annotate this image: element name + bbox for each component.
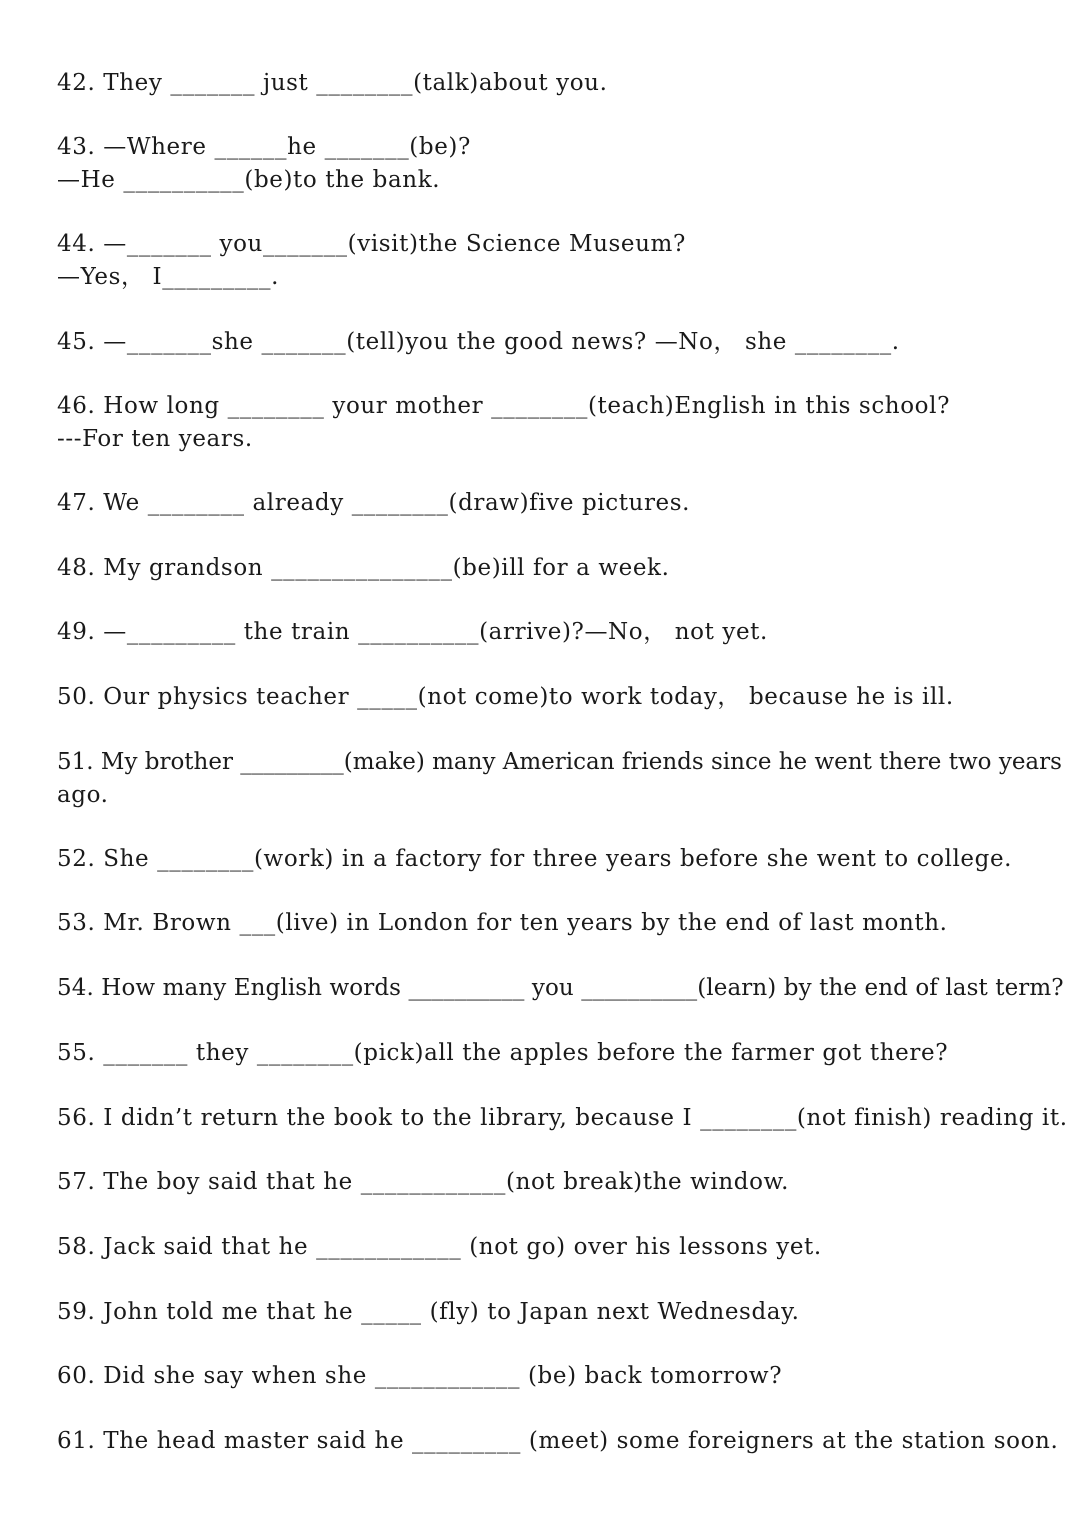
question-53: 53. Mr. Brown ___(live) in London for ten years by the end of last month.	[57, 910, 948, 936]
question-52: 52. She ________(work) in a factory for three years before she went to college.	[57, 846, 1013, 872]
question-45: 45. —_______she _______(tell)you the good news? —No， she ________.	[57, 329, 900, 355]
question-46-answer: ---For ten years.	[57, 426, 253, 452]
question-59: 59. John told me that he _____ (fly) to Japan next Wednesday.	[57, 1299, 800, 1325]
question-60: 60. Did she say when she ____________ (be) back tomorrow?	[57, 1363, 783, 1389]
question-56: 56. I didn’t return the book to the library, because I ________(not finish) reading it.	[57, 1105, 1068, 1131]
question-47: 47. We ________ already ________(draw)five pictures.	[57, 490, 691, 516]
question-49: 49. —_________ the train __________(arrive)?—No， not yet.	[57, 619, 768, 645]
question-51-cont: ago.	[57, 782, 109, 808]
question-44: 44. —_______ you_______(visit)the Science Museum?	[57, 231, 686, 257]
question-61: 61. The head master said he _________ (meet) some foreigners at the station soon.	[57, 1428, 1059, 1454]
question-58: 58. Jack said that he ____________ (not go) over his lessons yet.	[57, 1234, 822, 1260]
question-43-answer: —He __________(be)to the bank.	[57, 167, 441, 193]
question-43: 43. —Where ______he _______(be)?	[57, 134, 471, 160]
question-42: 42. They _______ just ________(talk)about you.	[57, 70, 608, 96]
question-50: 50. Our physics teacher _____(not come)to work today， because he is ill.	[57, 684, 954, 710]
question-44-answer: —Yes， I_________.	[57, 264, 280, 290]
question-48: 48. My grandson _______________(be)ill for a week.	[57, 555, 670, 581]
question-46: 46. How long ________ your mother ________(teach)English in this school?	[57, 393, 950, 419]
question-51: 51. My brother _________(make) many American friends since he went there two years	[57, 749, 1062, 775]
question-54: 54. How many English words __________ you __________(learn) by the end of last term?	[57, 975, 1064, 1001]
question-57: 57. The boy said that he ____________(not break)the window.	[57, 1169, 790, 1195]
question-55: 55. _______ they ________(pick)all the apples before the farmer got there?	[57, 1040, 949, 1066]
